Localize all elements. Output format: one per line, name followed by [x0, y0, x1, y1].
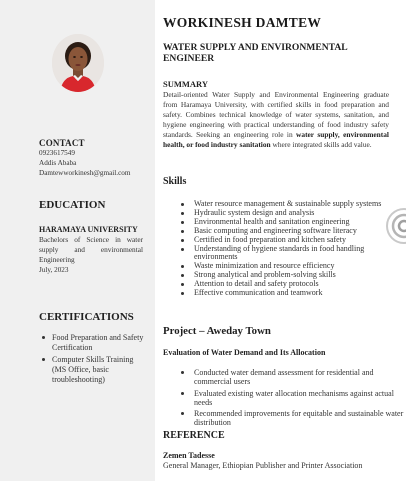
- education-section: [39, 199, 143, 275]
- sidebar: [0, 0, 155, 481]
- reference-title: General Manager, Ethiopian Publisher and Printer Association: [163, 461, 363, 470]
- reference-heading: REFERENCE: [163, 430, 225, 441]
- summary-bold: water supply, environmental health, or food industry sanitation: [163, 129, 389, 149]
- skill-item: Strong analytical and problem-solving skills: [194, 271, 406, 280]
- education-date: July, 2023: [39, 266, 69, 274]
- certifications-heading: CERTIFICATIONS: [39, 311, 134, 323]
- project-heading: Project – Aweday Town: [163, 325, 271, 337]
- project-subheading: Evaluation of Water Demand and Its Allocation: [163, 348, 326, 357]
- skill-item: Environmental health and sanitation engineering: [194, 218, 406, 227]
- main-column: [163, 0, 404, 481]
- project-item: Conducted water demand assessment for residential and commercial users: [194, 368, 406, 387]
- certification-item: Food Preparation and Safety Certification: [52, 333, 149, 353]
- summary-intro: Detail-oriented Water Supply and Environmental Engineering graduate from Haramaya University, with certified skills in food preparation and safety. Combines technical knowledge of water systems, sanitation, and hygiene engineering with practical understanding of food industry safety standards. Seeking an engineering role in: [163, 90, 389, 139]
- skill-item: Attention to detail and safety protocols: [194, 280, 406, 289]
- project-item: Recommended improvements for equitable and sustainable water distribution: [194, 409, 406, 428]
- project-item: Evaluated existing water allocation mechanisms against actual needs: [194, 389, 406, 408]
- contact-email: Damtewworkinesh@gmail.com: [39, 169, 131, 177]
- summary-heading: SUMMARY: [163, 79, 209, 89]
- candidate-role: WATER SUPPLY AND ENVIRONMENTAL ENGINEER: [163, 42, 348, 64]
- summary-outro: where integrated skills add value.: [270, 139, 372, 149]
- certifications-list: [39, 333, 149, 385]
- certifications-section: [39, 311, 149, 387]
- contact-phone: 0923617549: [39, 149, 75, 157]
- skills-list: [180, 200, 406, 298]
- profile-photo: [52, 34, 104, 92]
- avatar: [52, 34, 104, 92]
- project-list: [180, 368, 406, 430]
- skill-item: Basic computing and engineering software literacy: [194, 227, 406, 236]
- swirl-decoration-icon: [384, 206, 406, 246]
- reference-name: Zemen Tadesse: [163, 451, 215, 460]
- education-degree: Bachelors of Science in water supply and environmental Engineering: [39, 235, 143, 264]
- contact-heading: CONTACT: [39, 138, 85, 148]
- skill-item: Water resource management & sustainable supply systems: [194, 200, 406, 209]
- skill-item: Understanding of hygiene standards in food handling environments: [194, 245, 406, 263]
- skill-item: Effective communication and teamwork: [194, 289, 406, 298]
- education-heading: EDUCATION: [39, 199, 106, 211]
- skills-heading: Skills: [163, 176, 187, 187]
- education-school: HARAMAYA UNIVERSITY: [39, 225, 138, 234]
- certification-item: Computer Skills Training (MS Office, basic troubleshooting): [52, 355, 149, 385]
- skill-item: Hydraulic system design and analysis: [194, 209, 406, 218]
- skill-item: Certified in food preparation and kitchen safety: [194, 236, 406, 245]
- candidate-name: WORKINESH DAMTEW: [163, 15, 322, 30]
- summary-text: [163, 90, 389, 149]
- contact-section: [39, 138, 149, 178]
- skill-item: Waste minimization and resource efficiency: [194, 262, 406, 271]
- contact-city: Addis Ababa: [39, 159, 77, 167]
